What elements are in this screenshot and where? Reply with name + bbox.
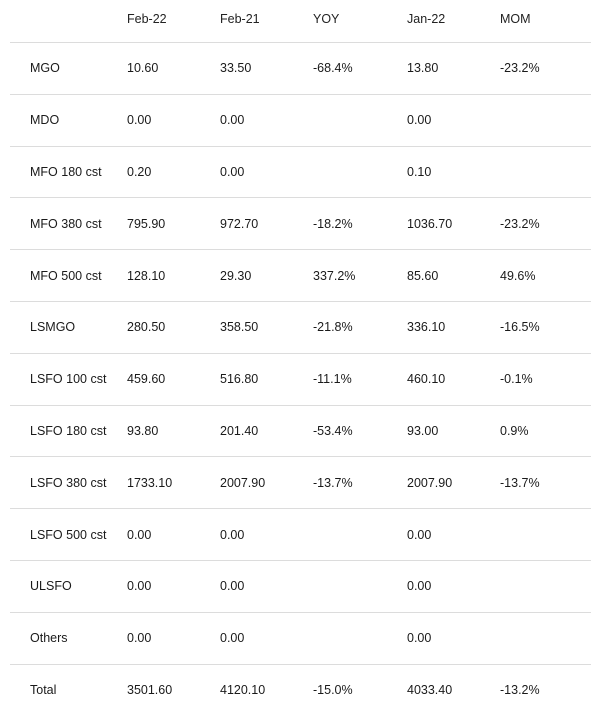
header-yoy: YOY <box>313 12 340 26</box>
cell-jan-22: 460.10 <box>407 372 446 387</box>
cell-jan-22: 0.10 <box>407 164 432 179</box>
table-row <box>10 457 591 509</box>
table-body <box>0 43 600 716</box>
cell-feb-22: 1733.10 <box>127 475 173 490</box>
cell-feb-22: 0.00 <box>127 527 152 542</box>
cell-mom: -0.1% <box>500 372 533 387</box>
cell-jan-22: 93.00 <box>407 423 439 438</box>
cell-feb-21: 516.80 <box>220 372 259 387</box>
header-feb-21: Feb-21 <box>220 12 260 26</box>
cell-feb-21: 201.40 <box>220 423 259 438</box>
table-row <box>10 354 591 406</box>
cell-jan-22: 0.00 <box>407 113 432 128</box>
table-row <box>10 250 591 302</box>
cell-fuel-type: MFO 180 cst <box>30 164 102 179</box>
cell-yoy: 337.2% <box>313 268 356 283</box>
cell-fuel-type: ULSFO <box>30 579 72 594</box>
cell-feb-21: 358.50 <box>220 320 259 335</box>
cell-yoy: -18.2% <box>313 216 353 231</box>
cell-fuel-type: MFO 380 cst <box>30 216 102 231</box>
table-header-row <box>10 0 591 43</box>
cell-feb-21: 972.70 <box>220 216 259 231</box>
cell-feb-21: 4120.10 <box>220 683 266 698</box>
table-row <box>10 665 591 716</box>
cell-feb-22: 0.00 <box>127 579 152 594</box>
cell-jan-22: 2007.90 <box>407 475 453 490</box>
header-mom: MOM <box>500 12 531 26</box>
cell-feb-21: 0.00 <box>220 579 245 594</box>
cell-mom: -13.2% <box>500 683 540 698</box>
cell-feb-21: 0.00 <box>220 631 245 646</box>
cell-yoy: -11.1% <box>313 372 352 387</box>
cell-mom: -23.2% <box>500 216 540 231</box>
cell-fuel-type: LSFO 380 cst <box>30 475 107 490</box>
cell-jan-22: 0.00 <box>407 631 432 646</box>
cell-mom: -16.5% <box>500 320 540 335</box>
cell-feb-22: 459.60 <box>127 372 166 387</box>
table-row <box>10 613 591 665</box>
cell-fuel-type: Others <box>30 631 68 646</box>
cell-feb-22: 0.00 <box>127 631 152 646</box>
cell-jan-22: 13.80 <box>407 61 439 76</box>
cell-fuel-type: LSFO 180 cst <box>30 423 107 438</box>
cell-jan-22: 85.60 <box>407 268 439 283</box>
cell-yoy: -68.4% <box>313 61 353 76</box>
table-row <box>10 43 591 95</box>
header-jan-22: Jan-22 <box>407 12 446 26</box>
table-row <box>10 147 591 199</box>
header-feb-22: Feb-22 <box>127 12 167 26</box>
cell-fuel-type: LSFO 100 cst <box>30 372 107 387</box>
cell-mom: -13.7% <box>500 475 540 490</box>
cell-feb-22: 0.00 <box>127 113 152 128</box>
cell-yoy: -21.8% <box>313 320 353 335</box>
cell-feb-22: 93.80 <box>127 423 159 438</box>
cell-feb-21: 0.00 <box>220 164 245 179</box>
table-row <box>10 406 591 458</box>
cell-feb-22: 10.60 <box>127 61 159 76</box>
cell-fuel-type: MDO <box>30 113 60 128</box>
cell-jan-22: 0.00 <box>407 579 432 594</box>
table-row <box>10 561 591 613</box>
cell-feb-22: 0.20 <box>127 164 152 179</box>
cell-jan-22: 0.00 <box>407 527 432 542</box>
cell-feb-21: 33.50 <box>220 61 252 76</box>
table-row <box>10 198 591 250</box>
cell-fuel-type: MFO 500 cst <box>30 268 102 283</box>
cell-mom: 0.9% <box>500 423 529 438</box>
cell-jan-22: 336.10 <box>407 320 446 335</box>
cell-fuel-type: LSFO 500 cst <box>30 527 107 542</box>
cell-mom: -23.2% <box>500 61 540 76</box>
table-row <box>10 509 591 561</box>
cell-yoy: -13.7% <box>313 475 353 490</box>
table-row <box>10 302 591 354</box>
cell-yoy: -53.4% <box>313 423 353 438</box>
cell-mom: 49.6% <box>500 268 536 283</box>
cell-feb-21: 29.30 <box>220 268 252 283</box>
cell-fuel-type: MGO <box>30 61 60 76</box>
cell-fuel-type: LSMGO <box>30 320 76 335</box>
cell-feb-22: 795.90 <box>127 216 166 231</box>
cell-fuel-type: Total <box>30 683 57 698</box>
table-row <box>10 95 591 147</box>
cell-yoy: -15.0% <box>313 683 353 698</box>
cell-jan-22: 1036.70 <box>407 216 453 231</box>
cell-feb-21: 0.00 <box>220 113 245 128</box>
cell-jan-22: 4033.40 <box>407 683 453 698</box>
cell-feb-22: 3501.60 <box>127 683 173 698</box>
cell-feb-22: 128.10 <box>127 268 166 283</box>
cell-feb-21: 0.00 <box>220 527 245 542</box>
cell-feb-21: 2007.90 <box>220 475 266 490</box>
cell-feb-22: 280.50 <box>127 320 166 335</box>
